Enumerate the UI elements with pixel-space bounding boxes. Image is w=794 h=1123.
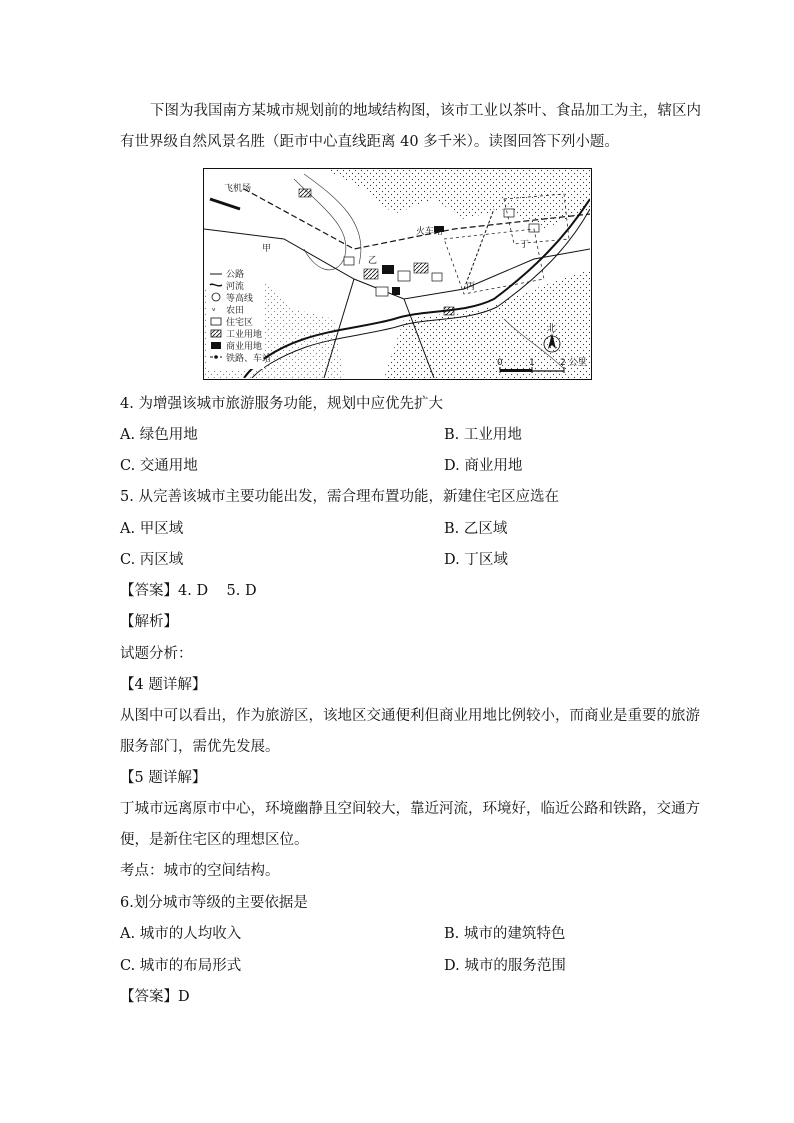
industrial-block <box>444 307 454 315</box>
legend-farmland-icon: ᵥ <box>212 304 216 314</box>
contour-line <box>304 174 361 264</box>
q4-option-a: A. 绿色用地 <box>120 427 198 443</box>
area-label-yi: 乙 <box>368 256 378 266</box>
legend-label: 工业用地 <box>226 330 263 340</box>
q5-stem: 5. 从完善该城市主要功能出发，需合理布置功能，新建住宅区应选在 <box>120 489 559 505</box>
q5-option-a: A. 甲区域 <box>120 521 184 537</box>
legend-label: 等高线 <box>226 294 254 304</box>
legend-commercial-icon <box>211 342 221 349</box>
area-label-ding: 丁 <box>520 240 530 250</box>
q6-option-a: A. 城市的人均收入 <box>120 926 242 942</box>
industrial-block <box>414 263 428 273</box>
kaodian-note: 考点：城市的空间结构。 <box>120 863 280 879</box>
q5-detail-line-2: 便，是新住宅区的理想区位。 <box>120 832 309 848</box>
scale-label-1: 1 <box>529 358 535 368</box>
q6-option-c: C. 城市的布局形式 <box>120 958 242 974</box>
q4-detail-line-1: 从图中可以看出，作为旅游区，该地区交通便利但商业用地比例较小，而商业是重要的旅游 <box>120 708 700 724</box>
legend-label: 商业用地 <box>226 342 263 352</box>
north-label: 北 <box>547 324 557 334</box>
scale-label-0: 0 <box>497 358 503 368</box>
q6-stem: 6.划分城市等级的主要依据是 <box>120 895 308 911</box>
residential-block <box>398 271 410 281</box>
analysis-intro: 试题分析： <box>120 646 193 662</box>
q4-detail-line-2: 服务部门，需优先发展。 <box>120 739 280 755</box>
q5-detail-heading: 【5 题详解】 <box>120 770 207 786</box>
answer-q6: 【答案】D <box>120 989 190 1005</box>
airport-label: 飞机场 <box>224 184 252 194</box>
q4-stem: 4. 为增强该城市旅游服务功能，规划中应优先扩大 <box>120 396 443 412</box>
residential-block <box>529 224 539 232</box>
commercial-block <box>382 265 394 274</box>
q4-detail-heading: 【4 题详解】 <box>120 677 207 693</box>
q4-option-d: D. 商业用地 <box>444 458 523 474</box>
airport-runway <box>210 199 240 209</box>
residential-block <box>504 209 514 217</box>
residential-block <box>432 273 442 281</box>
area-label-bing: 丙 <box>466 282 476 292</box>
city-structure-map <box>203 168 592 380</box>
answer-q4-q5: 【答案】4. D 5. D <box>120 583 257 599</box>
intro-line-1: 下图为我国南方某城市规划前的地域结构图，该市工业以茶叶、食品加工为主，辖区内 <box>150 103 701 119</box>
industrial-block <box>364 269 378 279</box>
road <box>464 209 494 289</box>
q5-option-c: C. 丙区域 <box>120 552 184 568</box>
legend-label: 住宅区 <box>226 318 254 328</box>
legend-industrial-icon <box>211 330 221 337</box>
area-label-jia: 甲 <box>262 244 272 254</box>
legend-label: 河流 <box>226 282 245 292</box>
legend-residential-icon <box>211 318 221 325</box>
q6-option-d: D. 城市的服务范围 <box>444 958 566 974</box>
legend-label: 铁路、车站 <box>226 354 272 364</box>
industrial-block <box>299 189 311 197</box>
residential-block <box>344 257 354 265</box>
legend-label: 农田 <box>226 306 245 316</box>
intro-line-2: 有世界级自然风景名胜（距市中心直线距离 40 多千米）。读图回答下列小题。 <box>120 134 619 150</box>
q6-option-b: B. 城市的建筑特色 <box>444 926 566 942</box>
q5-option-d: D. 丁区域 <box>444 552 508 568</box>
q5-option-b: B. 乙区域 <box>444 521 508 537</box>
legend-station-icon <box>214 355 218 359</box>
station-label: 火车站 <box>416 227 444 237</box>
scale-label-2: 2 公里 <box>560 358 587 368</box>
q5-detail-line-1: 丁城市远离原市中心，环境幽静且空间较大，靠近河流，环境好，临近公路和铁路，交通方 <box>120 801 700 817</box>
q4-option-b: B. 工业用地 <box>444 427 522 443</box>
hill-area-north <box>324 169 590 229</box>
residential-block <box>376 287 388 296</box>
commercial-block <box>392 287 400 295</box>
legend-label: 公路 <box>226 270 245 280</box>
q4-option-c: C. 交通用地 <box>120 458 198 474</box>
analysis-heading: 【解析】 <box>120 614 178 630</box>
